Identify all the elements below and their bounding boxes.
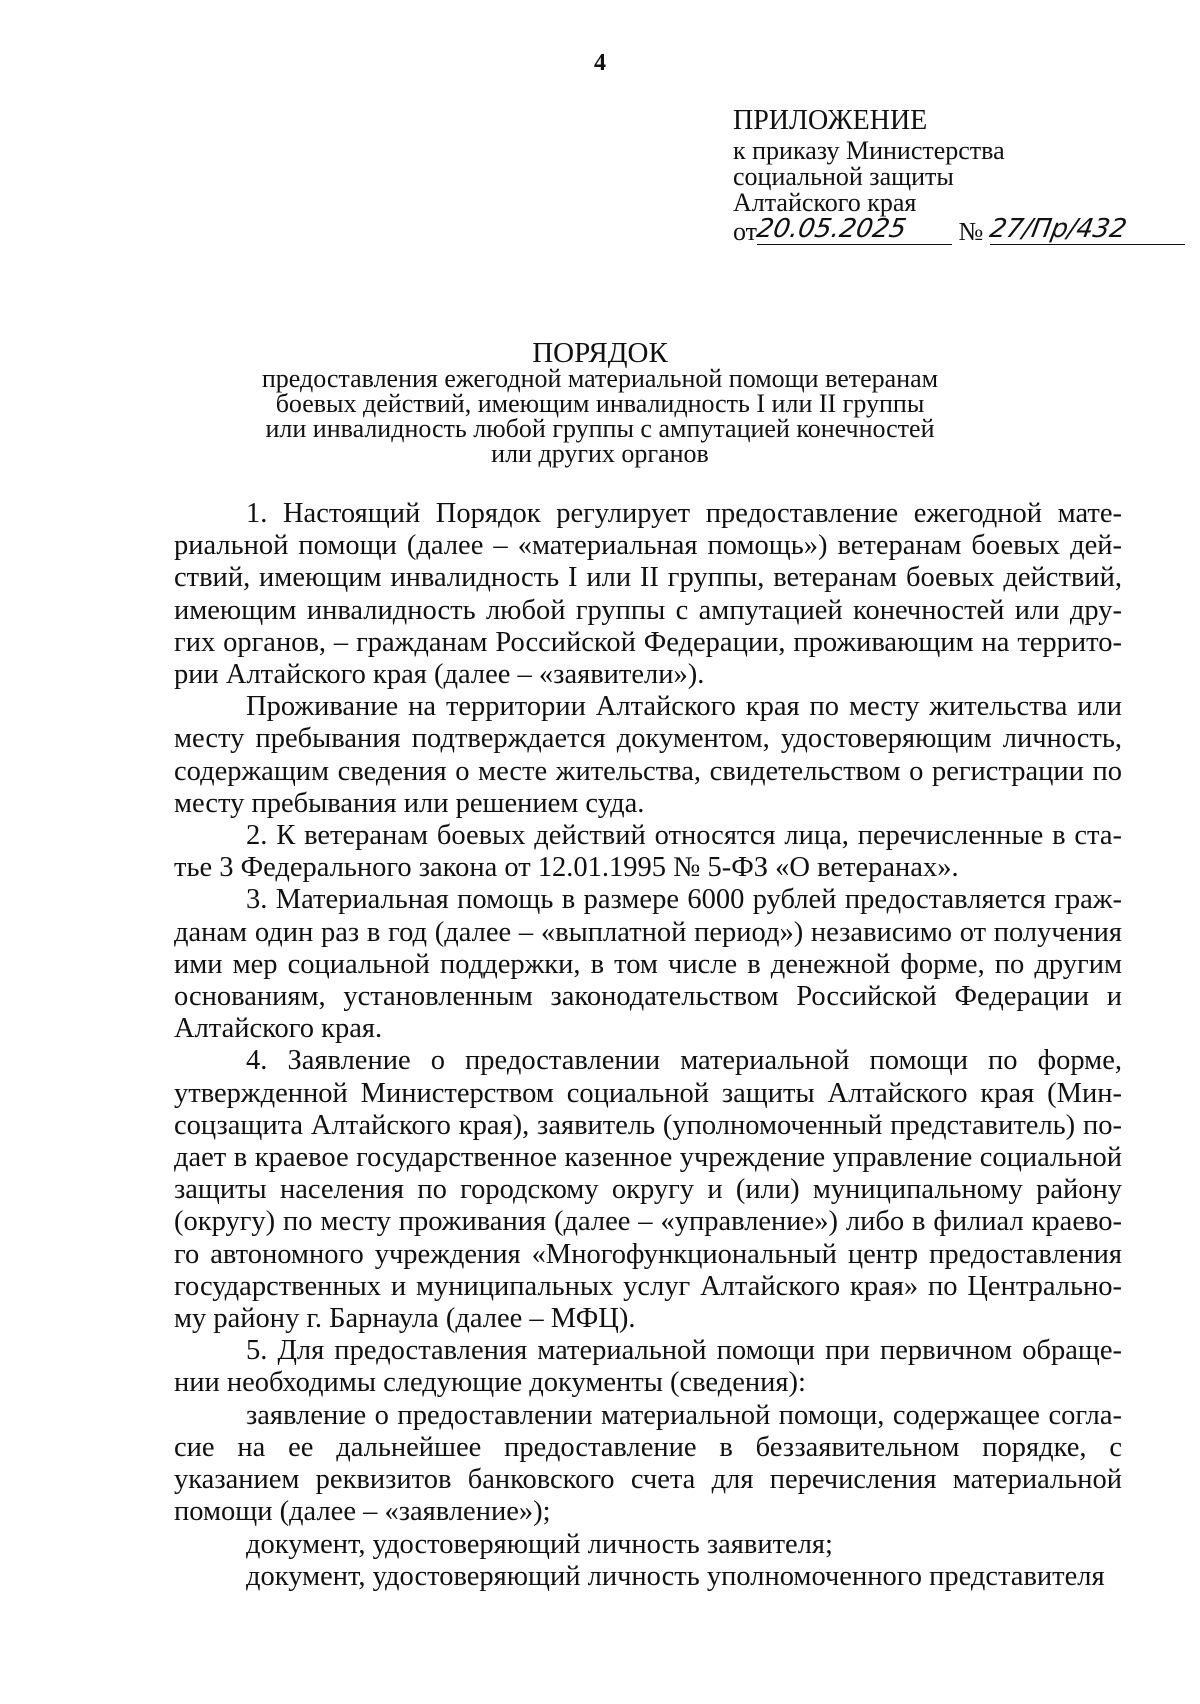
document-subtitle [200, 366, 1000, 466]
subtitle-line: или инвалидность любой группы с ампутацией конечностей [265, 414, 935, 443]
subtitle-line: боевых действий, имеющим инвалидность I или II группы [275, 389, 925, 418]
number-field [987, 214, 1185, 245]
appendix-title: ПРИЛОЖЕНИЕ [733, 105, 928, 136]
date-field [754, 214, 952, 245]
list-item-application: заявление о предоставлении материальной помощи, содержащее согласие на ее дальнейшее предоставление в беззаявительном порядке, с указанием реквизитов банковского счета для перечисления материальной помощи (далее – «заявление»); [174, 1399, 1122, 1528]
paragraph-3: 3. Материальная помощь в размере 6000 рублей предоставляется гражданам один раз в год (далее – «выплатной период») независимо от получения ими мер социальной поддержки, в том числе в денежной форме, по другим основаниям, установленным законодательством Российской Федерации и Алтайского края. [174, 884, 1122, 1045]
subtitle-line: или других органов [491, 439, 709, 468]
document-body [174, 498, 1122, 1593]
subtitle-line: предоставления ежегодной материальной помощи ветеранам [261, 364, 939, 393]
appendix-date-number-line [733, 216, 1173, 248]
handwritten-number: 27/Пр/432 [987, 214, 1129, 244]
document-title: ПОРЯДОК [532, 337, 668, 369]
handwritten-date: 20.05.2025 [754, 214, 909, 244]
list-item-applicant-id: документ, удостоверяющий личность заявителя; [246, 1528, 833, 1560]
appendix-line-region: Алтайского края [733, 188, 917, 217]
paragraph-residence: Проживание на территории Алтайского края по месту жительства или месту пребывания подтверждается документом, удостоверяющим личность, содержащим сведения о месте жительства, свидетельством о регистрации по месту пребывания или решением суда. [174, 691, 1122, 819]
list-item-representative-id: документ, удостоверяющий личность уполномоченного представителя [246, 1560, 1105, 1592]
paragraph-1: 1. Настоящий Порядок регулирует предоставление ежегодной материальной помощи (далее – «материальная помощь») ветеранам боевых действий, имеющим инвалидность I или II группы, ветеранам боевых действий, имеющим инвалидность любой группы с ампутацией конечностей или других органов, – гражданам Российской Федерации, проживающим на территории Алтайского края (далее – «заявители»). [174, 498, 1122, 691]
paragraph-2: 2. К ветеранам боевых действий относятся лица, перечисленные в статье 3 Федерального закона от 12.01.1995 № 5-ФЗ «О ветеранах». [174, 820, 1122, 884]
date-prefix: от [733, 217, 758, 246]
appendix-line-order: к приказу Министерства [733, 136, 1005, 165]
paragraph-5: 5. Для предоставления материальной помощи при первичном обращении необходимы следующие документы (сведения): [174, 1335, 1122, 1399]
appendix-line-ministry: социальной защиты [733, 162, 954, 191]
appendix-block [733, 104, 1173, 248]
paragraph-4: 4. Заявление о предоставлении материальной помощи по форме, утвержденной Министерством социальной защиты Алтайского края (Минсоцзащита Алтайского края), заявитель (уполномоченный представитель) подает в краевое государственное казенное учреждение управление социальной защиты населения по городскому округу и (или) муниципальному району (округу) по месту проживания (далее – «управление») либо в филиал краевого автономного учреждения «Многофункциональный центр предоставления государственных и муниципальных услуг Алтайского края» по Центральному району г. Барнаула (далее – МФЦ). [174, 1045, 1122, 1335]
number-prefix: № [958, 217, 984, 246]
page-number: 4 [594, 50, 606, 76]
